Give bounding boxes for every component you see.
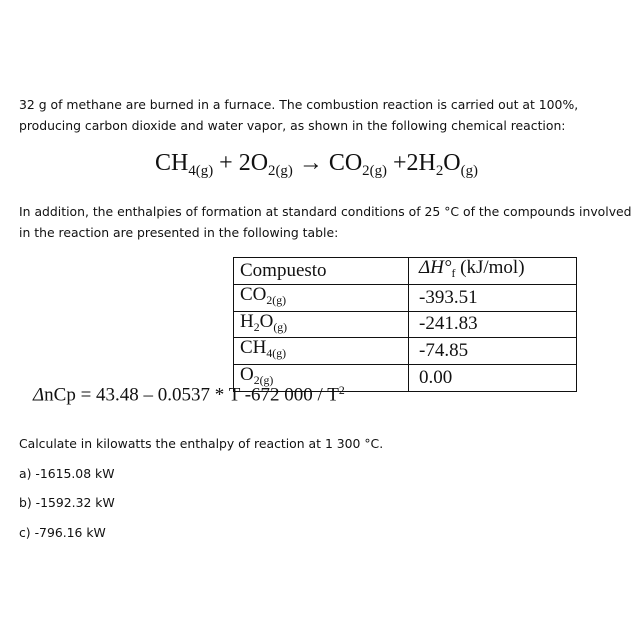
table-row: [234, 284, 577, 311]
enthalpy-value-cell: -393.51: [409, 284, 577, 311]
table-row: [234, 338, 577, 365]
reaction-arrow: →: [292, 150, 329, 176]
enthalpy-value-cell: -74.85: [409, 338, 577, 365]
header-enthalpy: $\Delta H^\circ_f$ (kJ/mol): [409, 258, 577, 285]
addition-line-1: In addition, the enthalpies of formation at standard conditions of 25 °C of the compounds involved: [19, 204, 632, 219]
product-co2: $CO_{2(g)}$: [328, 150, 387, 179]
header-compound: Compuesto: [234, 258, 409, 285]
compound-cell: $H_2O_{(g)}$: [234, 311, 409, 338]
heat-capacity-equation: ΔnCp = 43.48 – 0.0537 * T -672 $000 / T^2$: [33, 384, 345, 406]
option-a: a) -1615.08 kW: [19, 466, 115, 481]
enthalpy-value-cell: -241.83: [409, 311, 577, 338]
enthalpy-table: [233, 257, 577, 392]
intro-line-1: 32 g of methane are burned in a furnace. The combustion reaction is carried out at 100%,: [19, 97, 579, 112]
product-water: $+2H_2O_{(g)}$: [386, 150, 478, 179]
chemical-equation: [0, 150, 633, 180]
reactant-methane: $CH_{4(g)}$: [155, 150, 214, 179]
reactant-oxygen: + $2O_{2(g)}$: [213, 150, 293, 179]
table-row: [234, 311, 577, 338]
table-header-row: [234, 258, 577, 285]
enthalpy-value-cell: 0.00: [409, 365, 577, 392]
question-text: Calculate in kilowatts the enthalpy of reaction at 1 300 °C.: [19, 436, 384, 451]
addition-line-2: in the reaction are presented in the following table:: [19, 225, 339, 240]
option-c: c) -796.16 kW: [19, 525, 106, 540]
intro-line-2: producing carbon dioxide and water vapor, as shown in the following chemical reaction:: [19, 118, 566, 133]
compound-cell: $CH_{4(g)}$: [234, 338, 409, 365]
option-b: b) -1592.32 kW: [19, 495, 115, 510]
compound-cell: $O_{2(g)}$: [234, 365, 409, 392]
compound-cell: $CO_{2(g)}$: [234, 284, 409, 311]
